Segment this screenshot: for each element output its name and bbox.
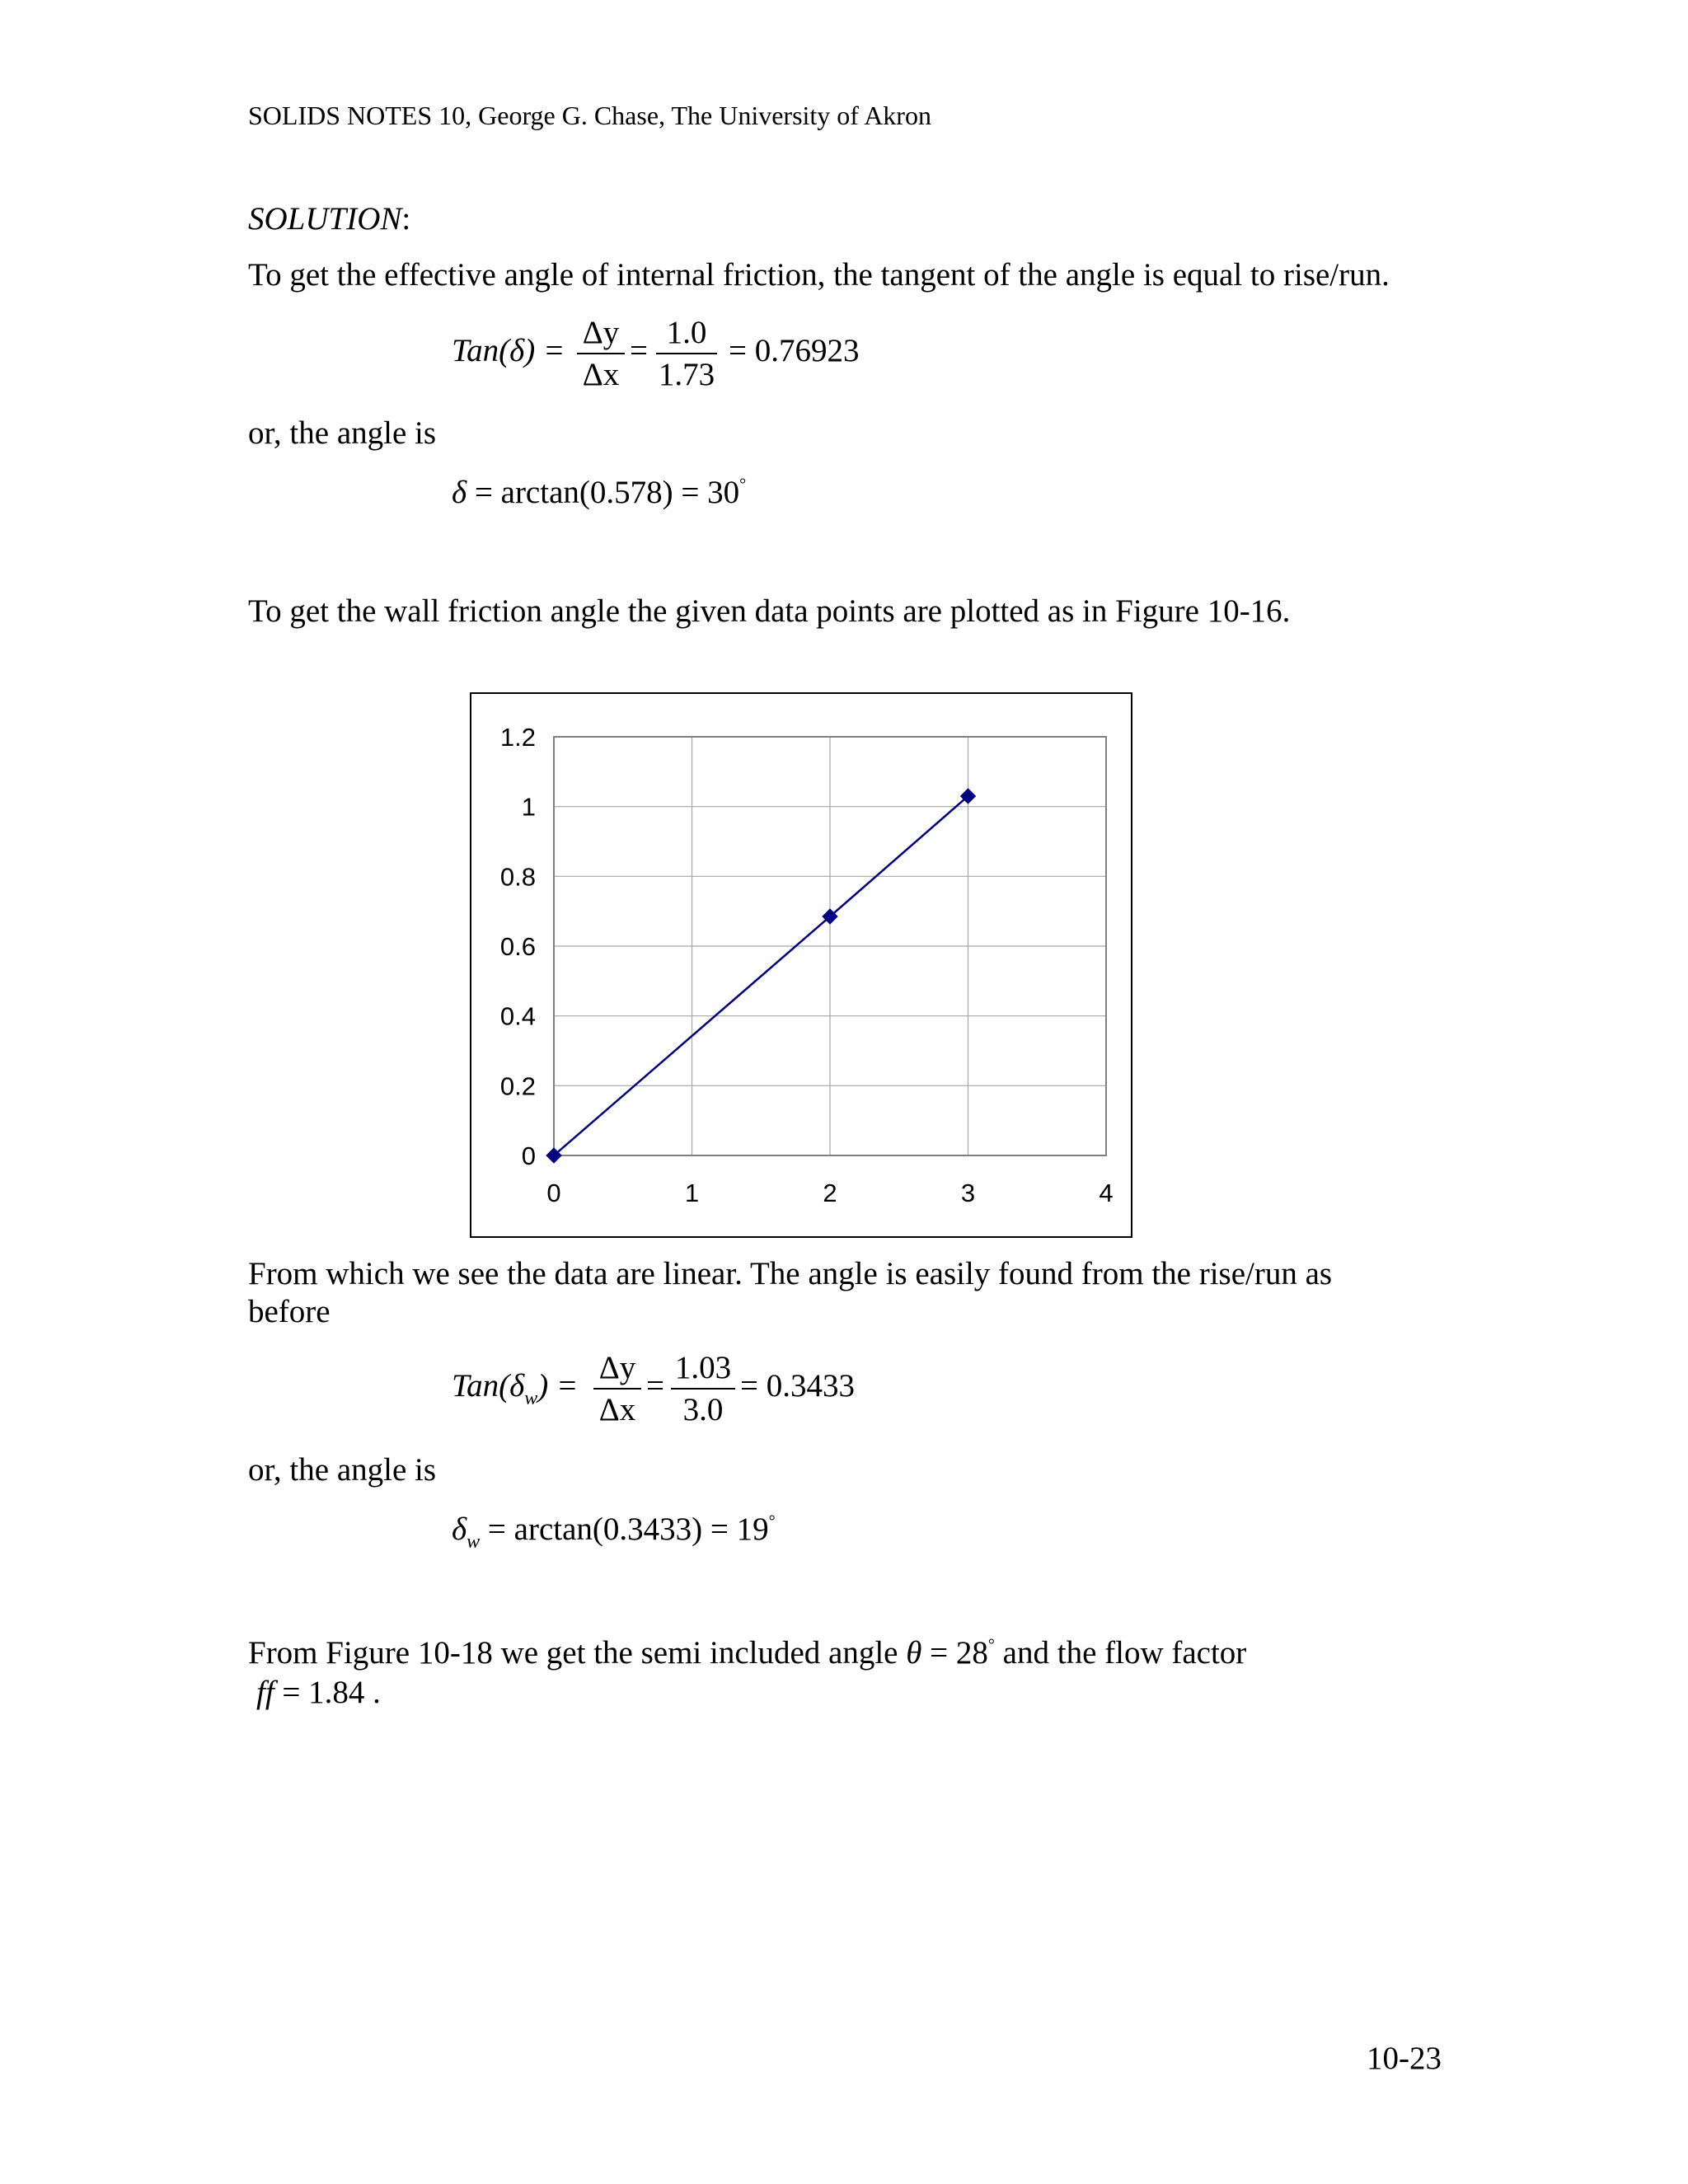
equation-delta-w bbox=[452, 1513, 776, 1552]
eq3-den1: Δx bbox=[598, 1392, 636, 1427]
para4-ff: ff bbox=[256, 1675, 274, 1710]
para4-text-c: and the flow factor bbox=[994, 1635, 1247, 1671]
paragraph-4-line-1 bbox=[248, 1637, 1246, 1669]
eq3-lhs-end: ) = bbox=[537, 1368, 579, 1404]
y-tick-label: 0.2 bbox=[499, 1071, 536, 1101]
eq3-num2: 1.03 bbox=[674, 1350, 732, 1385]
y-tick-label: 1 bbox=[521, 792, 536, 822]
eq2-text: = arctan(0.578) = 30 bbox=[474, 475, 740, 510]
eq1-fraction-delta bbox=[577, 316, 625, 391]
eq3-rhs: = 0.3433 bbox=[740, 1368, 855, 1404]
eq4-lhs: δ bbox=[452, 1511, 467, 1547]
para4-theta: θ bbox=[906, 1635, 922, 1671]
y-tick-label: 1.2 bbox=[499, 723, 536, 752]
eq3-fraction-delta bbox=[593, 1352, 641, 1426]
y-tick-label: 0.8 bbox=[499, 862, 536, 892]
solution-label: SOLUTION bbox=[248, 201, 402, 237]
eq4-degree: ° bbox=[768, 1512, 776, 1530]
x-tick-label: 3 bbox=[960, 1179, 976, 1207]
paragraph-2: To get the wall friction angle the given data points are plotted as in Figure 10-16. bbox=[248, 593, 1291, 629]
para4-text-b: = 28 bbox=[921, 1635, 988, 1671]
eq1-den2: 1.73 bbox=[658, 357, 715, 392]
figure-chart bbox=[470, 692, 1132, 1238]
para4-degree: ° bbox=[987, 1636, 995, 1654]
x-tick-label: 2 bbox=[823, 1179, 837, 1207]
solution-heading bbox=[248, 203, 410, 235]
x-tick-label: 4 bbox=[1099, 1179, 1114, 1207]
eq1-lhs: Tan(δ) = bbox=[452, 333, 565, 368]
eq4-sub: w bbox=[467, 1531, 481, 1553]
or-angle-2: or, the angle is bbox=[248, 1452, 437, 1488]
y-tick-label: 0.6 bbox=[499, 932, 536, 961]
eq4-text: = arctan(0.3433) = 19 bbox=[480, 1511, 769, 1547]
paragraph-3-line-1: From which we see the data are linear. The angle is easily found from the rise/run as bbox=[248, 1256, 1333, 1291]
eq1-num1: Δy bbox=[582, 315, 620, 350]
eq3-sub: w bbox=[524, 1388, 538, 1409]
paragraph-4-line-2 bbox=[256, 1676, 381, 1708]
page-header: SOLIDS NOTES 10, George G. Chase, The University of Akron bbox=[248, 101, 931, 130]
equation-delta bbox=[452, 476, 746, 509]
eq1-rhs: = 0.76923 bbox=[729, 333, 860, 368]
eq3-lhs-text: Tan(δ bbox=[452, 1368, 525, 1404]
eq1-den1: Δx bbox=[582, 357, 620, 392]
y-tick-label: 0.4 bbox=[499, 1001, 536, 1031]
solution-colon: : bbox=[401, 201, 411, 237]
eq3-fraction-values bbox=[671, 1352, 735, 1426]
para4-text-a: From Figure 10-18 we get the semi included angle bbox=[248, 1635, 907, 1671]
eq3-lhs bbox=[452, 1370, 578, 1408]
para4-value: = 1.84 . bbox=[274, 1675, 381, 1710]
series-line bbox=[554, 796, 968, 1155]
x-tick-label: 0 bbox=[546, 1179, 561, 1207]
eq3-num1: Δy bbox=[598, 1350, 636, 1385]
eq2-lhs: δ bbox=[452, 475, 467, 510]
eq2-degree: ° bbox=[739, 476, 747, 494]
x-tick-label: 1 bbox=[684, 1179, 700, 1207]
eq1-num2: 1.0 bbox=[666, 315, 707, 350]
paragraph-3-line-2: before bbox=[248, 1294, 331, 1329]
or-angle-1: or, the angle is bbox=[248, 415, 437, 451]
eq1-fraction-values bbox=[656, 316, 717, 391]
paragraph-1: To get the effective angle of internal friction, the tangent of the angle is equal to rise/run. bbox=[248, 257, 1390, 293]
page-number: 10-23 bbox=[1367, 2041, 1442, 2076]
y-tick-label: 0 bbox=[521, 1141, 536, 1170]
chart-svg bbox=[471, 694, 1131, 1236]
eq3-equals: = bbox=[646, 1368, 664, 1404]
eq3-den2: 3.0 bbox=[682, 1392, 724, 1427]
eq1-equals: = bbox=[630, 333, 648, 368]
